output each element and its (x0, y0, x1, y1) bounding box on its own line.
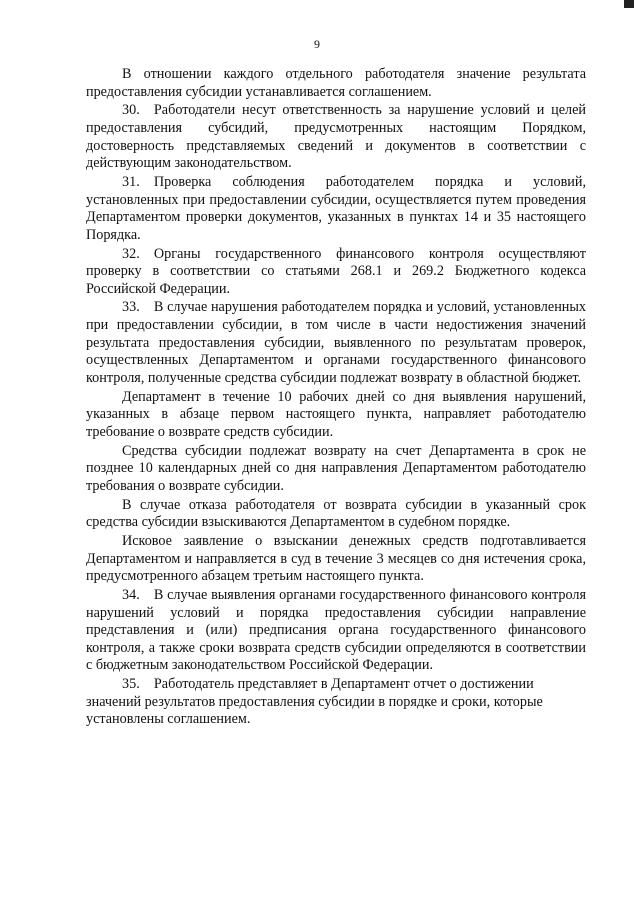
paragraph-item-32: 32. Органы государственного финансового контроля осуществляют проверку в соответствии со статьями 268.1 и 269.2 Бюджетного кодекса Российской Федерации. (86, 245, 586, 297)
paragraph-item-33-return-deadline: Средства субсидии подлежат возврату на счет Департамента в срок не позднее 10 календарных дней со дня направления Департаментом работодателю требования о возврате субсидии. (86, 442, 586, 494)
paragraph-result-value: В отношении каждого отдельного работодателя значение результата предоставления субсидии устанавливается соглашением. (86, 66, 586, 100)
paragraph-item-33-violations: Департамент в течение 10 рабочих дней со дня выявления нарушений, указанных в абзаце первом настоящего пункта, направляет работодателю требование о возврате средств субсидии. (86, 388, 586, 440)
document-body (86, 66, 586, 730)
paragraph-item-33-refusal: В случае отказа работодателя от возврата субсидии в указанный срок средства субсидии взыскиваются Департаментом в судебном порядке. (86, 496, 586, 531)
scan-corner-mark (624, 0, 634, 8)
paragraph-item-33-lawsuit: Исковое заявление о взыскании денежных средств подготавливается Департаментом и направляется в суд в течение 3 месяцев со дня истечения срока, предусмотренного абзацем третьим настоящего пункта. (86, 532, 586, 585)
paragraph-item-31: 31. Проверка соблюдения работодателем порядка и условий, установленных при предоставлении субсидии, осуществляется путем проведения Департаментом проверки документов, указанных в пунктах 14 и 35 настоящего Порядка. (86, 173, 586, 243)
paragraph-item-30: 30. Работодатели несут ответственность за нарушение условий и целей предоставления субсидий, предусмотренных настоящим Порядком, достоверность представляемых сведений и документов в соответствии с действующим законодательством. (86, 102, 586, 172)
page-number: 9 (314, 37, 320, 51)
paragraph-item-33: 33. В случае нарушения работодателем порядка и условий, установленных при предоставлении субсидии, в том числе в части недостижения значений результата предоставления субсидии, выявленного по результатам проверок, осуществленных Департаментом и органами государственного финансового контроля, полученные средства субсидии подлежат возврату в областной бюджет. (86, 299, 586, 386)
paragraph-item-35: 35. Работодатель представляет в Департамент отчет о достижении значений результатов предоставления субсидии в порядке и сроки, которые установлены соглашением. (86, 676, 543, 728)
paragraph-item-34: 34. В случае выявления органами государственного финансового контроля нарушений условий и порядка предоставления субсидии направление представления и (или) предписания органа государственного финансового контроля, а также сроки возврата средств субсидии определяются в соответствии с бюджетным законодательством Российской Федерации. (86, 586, 586, 674)
